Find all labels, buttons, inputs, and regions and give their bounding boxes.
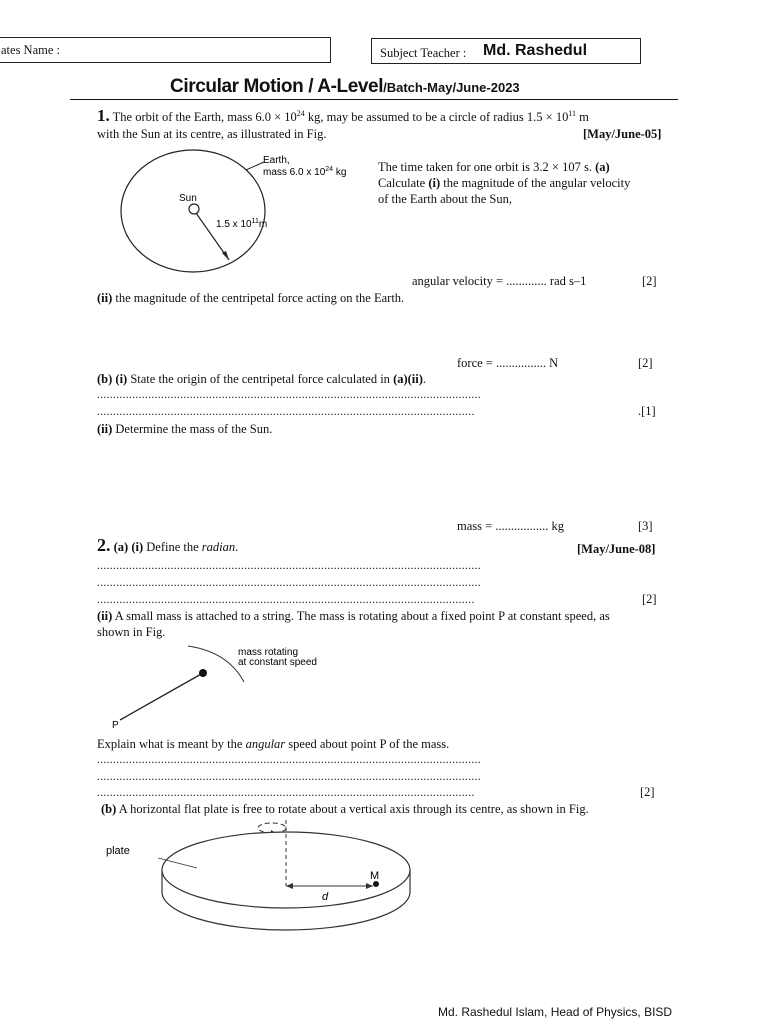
student-name-box	[0, 37, 331, 63]
mass-answer: mass = ................. kg	[457, 519, 565, 533]
rotating-mass-figure	[100, 640, 350, 732]
q2-b-text: A horizontal flat plate is free to rotate about a vertical axis through its centre, as shown in Fig.	[116, 802, 589, 816]
q2-a-label: (a) (i)	[113, 540, 144, 554]
q2-ii-line2: shown in Fig.	[97, 625, 166, 639]
answer-line: ........................................................................................................................	[97, 752, 481, 766]
q2-a-term: radian	[201, 540, 236, 554]
answer-line: ......................................................................................................................	[97, 592, 475, 606]
mass-rotating-label: mass rotating	[238, 647, 299, 658]
answer-line: ........................................................................................................................	[97, 769, 481, 783]
constant-speed-label: at constant speed	[238, 657, 317, 668]
q2-a-end: .	[235, 540, 239, 554]
teacher-name: Md. Rashedul	[483, 42, 588, 59]
time-text: The time taken for one orbit is 3.2 × 107 s.	[378, 160, 592, 174]
q1-b-ref: (a)(ii)	[393, 372, 423, 386]
q2-explain-a: Explain what is meant by the	[97, 737, 246, 751]
title-main: Circular Motion / A-Level	[170, 76, 384, 97]
title-rule	[70, 99, 678, 100]
answer-line: ........................................................................................................................	[97, 575, 481, 589]
sun-label: Sun	[179, 193, 197, 204]
q1-part-b-ii	[97, 421, 272, 437]
q1-intro-line2: with the Sun at its centre, as illustrated in Fig.	[97, 127, 327, 141]
part-i-label: (i)	[428, 176, 441, 190]
q2-part-b	[101, 801, 589, 817]
q2-a-marks: [2]	[642, 592, 657, 606]
q1-session: [May/June-05]	[583, 127, 662, 141]
q1-b-text: State the origin of the centripetal force calculated in	[127, 372, 394, 386]
q1-intro-sup2: 11	[568, 109, 577, 118]
answer-line: ......................................................................................................................	[97, 404, 475, 418]
teacher-label: Subject Teacher :	[380, 46, 467, 60]
student-name-label: ates Name :	[1, 43, 61, 57]
string-line	[120, 673, 203, 720]
angular-velocity-marks: [2]	[642, 274, 657, 288]
point-p-label: P	[112, 720, 119, 731]
teacher-box	[371, 38, 641, 64]
part-a-label: (a)	[595, 160, 610, 174]
orbit-figure	[118, 148, 378, 274]
plate-label: plate	[106, 845, 130, 857]
q2-part-a	[97, 537, 238, 555]
q1-part-ii	[97, 290, 404, 306]
q2-ii-marks: [2]	[640, 785, 655, 799]
title-batch: /Batch-May/June-2023	[383, 80, 520, 95]
page-title	[170, 76, 520, 98]
q1-intro-text-c: m	[576, 110, 589, 125]
q2-number: 2.	[97, 535, 111, 555]
radius-label: 1.5 x $10^{11}m$	[216, 218, 268, 230]
m-label: M	[370, 870, 380, 882]
q2-explain-term: angular	[245, 737, 286, 751]
q1-intro-text-b: kg, may be assumed to be a circle of radius 1.5 × 10	[304, 110, 569, 125]
mass-marks: [3]	[638, 519, 653, 533]
calc-line3: of the Earth about the Sun,	[378, 192, 512, 206]
q1-intro	[97, 106, 589, 125]
q2-session: [May/June-08]	[577, 542, 656, 556]
q1-ii-label: (ii)	[97, 291, 113, 305]
sun-icon	[189, 204, 199, 214]
q2-explain	[97, 736, 449, 752]
q2-explain-b: speed about point P of the mass.	[285, 737, 450, 751]
q1-b-label: (b) (i)	[97, 372, 128, 386]
force-answer: force = ................ N	[457, 356, 559, 370]
angular-velocity-answer: angular velocity = ............. rad s–1	[412, 274, 587, 288]
d-label: d	[322, 891, 329, 903]
earth-label: Earth,	[263, 155, 290, 166]
q2-part-ii	[97, 608, 672, 640]
plate-figure	[100, 816, 420, 936]
earth-pointer	[246, 162, 264, 170]
force-marks: [2]	[638, 356, 653, 370]
answer-line: ......................................................................................................................	[97, 785, 475, 799]
q1-number: 1.	[97, 106, 110, 126]
q2-b-label: (b)	[101, 802, 117, 816]
q1-intro-text-a: The orbit of the Earth, mass 6.0 × 10	[112, 110, 297, 125]
q2-a-text: Define the	[143, 540, 202, 554]
q1-ii-text: the magnitude of the centripetal force acting on the Earth.	[112, 291, 405, 305]
q1-b-end: .	[422, 372, 427, 386]
answer-line: ........................................................................................................................	[97, 387, 481, 401]
mass-dot	[199, 669, 207, 677]
calc-prefix: Calculate	[378, 176, 426, 190]
orbit-circle	[121, 150, 268, 272]
calc-rest: the magnitude of the angular velocity	[440, 176, 631, 190]
q1-bii-text: Determine the mass of the Sun.	[112, 422, 273, 436]
q1-intro-sup1: 24	[296, 109, 305, 118]
q1-time-text	[378, 159, 668, 207]
footer-credit: Md. Rashedul Islam, Head of Physics, BISD	[438, 1005, 673, 1019]
q2-ii-label: (ii)	[97, 609, 113, 623]
earth-mass-label: mass 6.0 x $10^{24}$ kg	[263, 166, 347, 178]
q1-bii-label: (ii)	[97, 422, 113, 436]
q1-part-b	[97, 371, 426, 387]
answer-line: ........................................................................................................................	[97, 558, 481, 572]
q2-ii-text: A small mass is attached to a string. The mass is rotating about a fixed point P at constant speed, as	[112, 609, 610, 623]
q1-b-marks: .[1]	[638, 404, 656, 418]
